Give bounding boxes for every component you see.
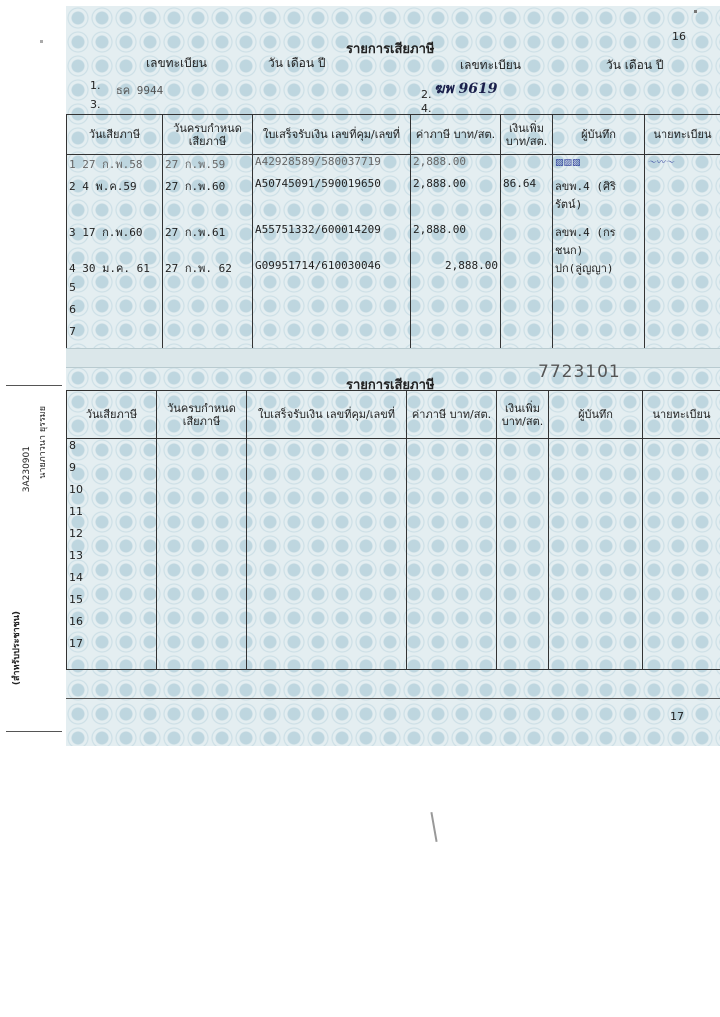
row-number: 16 — [67, 615, 157, 637]
table-row — [67, 593, 720, 615]
col-recorder: ผู้บันทึก — [549, 391, 643, 439]
page-number-top: 16 — [672, 30, 686, 43]
row-number: 11 — [67, 505, 157, 527]
recorder-name: ปก(ลู่ญญา) — [553, 259, 645, 281]
table-row — [67, 505, 720, 527]
tax-amount: 2,888.00 — [411, 155, 501, 178]
surcharge-amount: 86.64 — [501, 177, 553, 213]
due-date: 27 ก.พ.59 — [163, 155, 253, 178]
tax-payment-table-bottom — [66, 390, 720, 670]
entry-2-handwritten-value: ฆพ 9619 — [434, 81, 498, 97]
recorder-name: ลขพ.4 (ศิริรัตน์) — [553, 177, 645, 213]
right-registration-header: เลขทะเบียน — [460, 58, 521, 72]
tax-date: 17 ก.พ.60 — [82, 226, 143, 239]
table-row — [67, 549, 720, 571]
stub-code: 3A230901 — [22, 446, 32, 493]
entry-4-number: 4. — [421, 102, 432, 115]
table-row — [67, 461, 720, 483]
adjacent-page-stub — [6, 385, 62, 732]
col-tax-date: วันเสียภาษี — [67, 115, 163, 155]
col-registrar: นายทะเบียน — [643, 391, 720, 439]
tax-record-sheet-top — [66, 6, 720, 348]
left-date-header: วัน เดือน ปี — [268, 56, 326, 70]
table-row — [67, 483, 720, 505]
col-tax-amount: ค่าภาษี บาท/สต. — [411, 115, 501, 155]
tax-date: 27 ก.พ.58 — [82, 158, 143, 171]
row-number: 8 — [67, 439, 157, 462]
col-registrar: นายทะเบียน — [645, 115, 720, 155]
signature-cell — [645, 155, 720, 178]
serial-number-fragment: 7723101 — [538, 362, 621, 382]
tax-amount: 2,888.00 — [411, 259, 501, 281]
scan-speck — [694, 10, 697, 13]
receipt-number: G09951714/610030046 — [253, 259, 411, 281]
receipt-number: A50745091/590019650 — [253, 177, 411, 213]
row-number: 12 — [67, 527, 157, 549]
section-title-bottom: รายการเสียภาษี — [346, 378, 435, 393]
right-date-header: วัน เดือน ปี — [606, 58, 664, 72]
row-number: 15 — [67, 593, 157, 615]
row-number: 17 — [67, 637, 157, 670]
stamp-icon: ▨▨▨ — [555, 158, 581, 168]
row-number: 14 — [67, 571, 157, 593]
row-number: 6 — [67, 303, 163, 325]
col-tax-date: วันเสียภาษี — [67, 391, 157, 439]
row-number: 5 — [67, 281, 163, 303]
col-receipt: ใบเสร็จรับเงิน เลขที่คุม/เลขที่ — [247, 391, 407, 439]
scan-speck — [40, 40, 43, 43]
registration-book-page — [66, 6, 720, 746]
tax-record-sheet-bottom — [66, 362, 720, 746]
col-surcharge: เงินเพิ่ม บาท/สต. — [497, 391, 549, 439]
col-surcharge: เงินเพิ่ม บาท/สต. — [501, 115, 553, 155]
receipt-number: A42928589/580037719 — [253, 155, 411, 178]
entry-2-number: 2. — [421, 88, 432, 101]
table-row — [67, 213, 720, 259]
page-number-bottom: 17 — [670, 710, 684, 723]
bottom-rule — [66, 698, 720, 699]
row-number: 4 — [69, 262, 76, 275]
entry-1-number: 1. — [90, 79, 101, 92]
tax-date: 30 ม.ค. 61 — [82, 262, 150, 275]
entry-3-number: 3. — [90, 98, 101, 111]
recorder-name: ลขพ.4 (กรชนก) — [553, 213, 645, 259]
col-tax-amount: ค่าภาษี บาท/สต. — [407, 391, 497, 439]
left-registration-header: เลขทะเบียน — [146, 56, 207, 70]
due-date: 27 ก.พ. 62 — [163, 259, 253, 281]
table-row — [67, 281, 720, 303]
tax-payment-table-top — [66, 114, 720, 368]
stamp-cell — [553, 155, 645, 178]
entry-1-value: ธค 9944 — [116, 84, 164, 97]
row-number: 7 — [67, 325, 163, 368]
row-number: 1 — [69, 158, 76, 171]
table-row — [67, 259, 720, 281]
due-date: 27 ก.พ.61 — [163, 213, 253, 259]
row-number: 2 — [69, 180, 76, 193]
row-number: 9 — [67, 461, 157, 483]
col-receipt: ใบเสร็จรับเงิน เลขที่คุม/เลขที่ — [253, 115, 411, 155]
tax-amount: 2,888.00 — [411, 213, 501, 259]
table-row — [67, 177, 720, 213]
table-row — [67, 439, 720, 462]
stub-label: (สำหรับประชาชน) — [12, 611, 22, 686]
tax-amount: 2,888.00 — [411, 177, 501, 213]
row-number: 13 — [67, 549, 157, 571]
col-due-date: วันครบกำหนด เสียภาษี — [163, 115, 253, 155]
row-number: 10 — [67, 483, 157, 505]
tax-date: 4 พ.ค.59 — [82, 180, 137, 193]
section-title-top: รายการเสียภาษี — [346, 42, 435, 57]
table-row — [67, 303, 720, 325]
scan-mark — [430, 812, 437, 842]
table-row — [67, 527, 720, 549]
table-row — [67, 155, 720, 178]
signature-icon: 〜〰〜 — [647, 158, 675, 168]
table-row — [67, 571, 720, 593]
due-date: 27 ก.พ.60 — [163, 177, 253, 213]
stub-name: นายภาวนา ยุรรมย — [38, 406, 48, 479]
table-row — [67, 615, 720, 637]
row-number: 3 — [69, 226, 76, 239]
page-fold — [66, 348, 720, 368]
receipt-number: A55751332/600014209 — [253, 213, 411, 259]
col-due-date: วันครบกำหนด เสียภาษี — [157, 391, 247, 439]
table-row — [67, 637, 720, 670]
col-recorder: ผู้บันทึก — [553, 115, 645, 155]
